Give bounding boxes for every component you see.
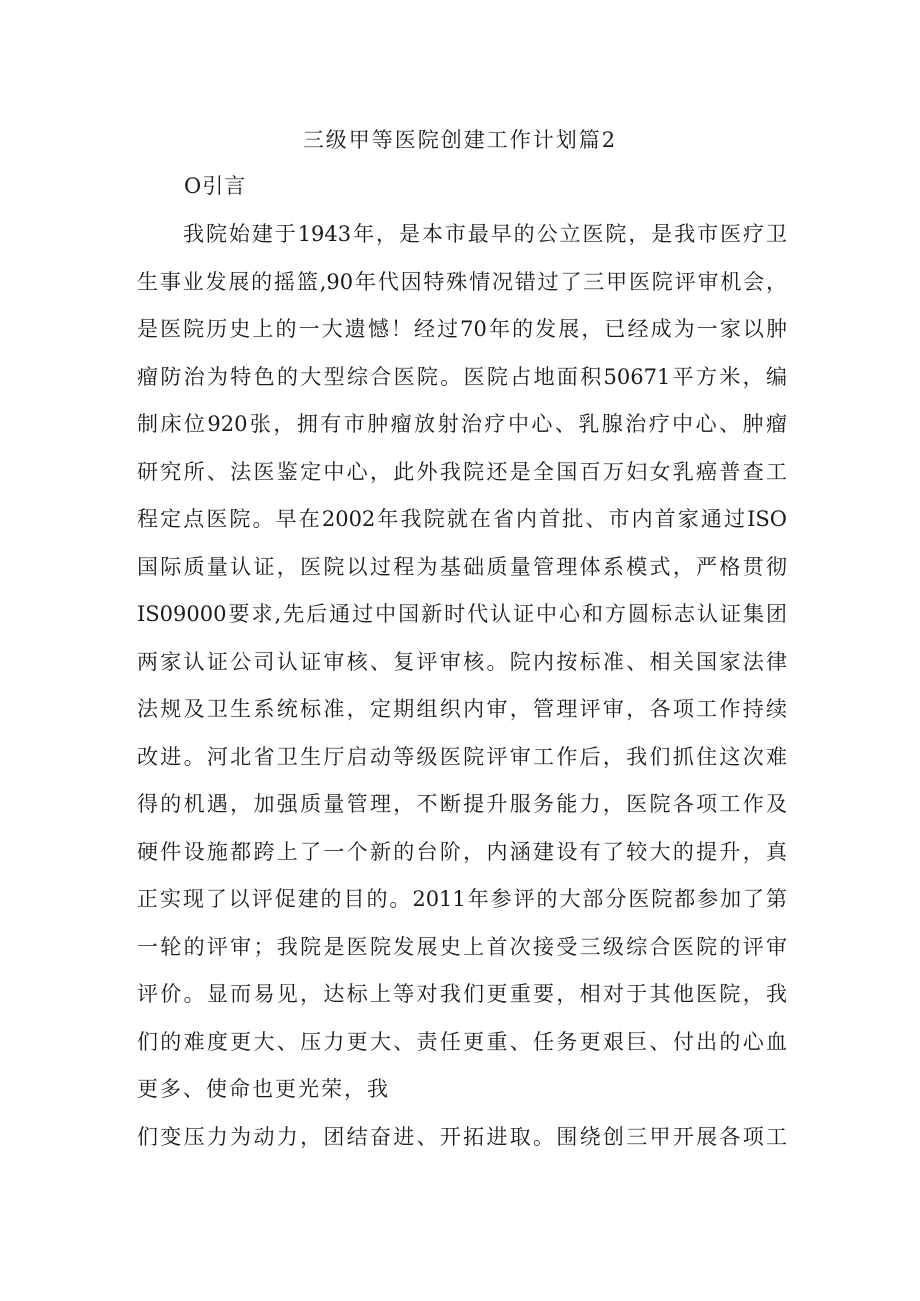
paragraph-line: 得的机遇，加强质量管理，不断提升服务能力，医院各项工作及 (137, 792, 787, 816)
section-heading: O引言 (184, 174, 247, 198)
paragraph-line: 一轮的评审；我院是医院发展史上首次接受三级综合医院的评审 (137, 934, 787, 959)
paragraph-line: 正实现了以评促建的目的。2011年参评的大部分医院都参加了第 (137, 887, 787, 911)
paragraph-line: 研究所、法医鉴定中心，此外我院还是全国百万妇女乳癌普查工 (137, 459, 787, 484)
paragraph-line: 瘤防治为特色的大型综合医院。医院占地面积50671平方米，编 (137, 364, 787, 389)
paragraph-line: 两家认证公司认证审核、复评审核。院内按标准、相关国家法律 (137, 649, 787, 674)
paragraph-line: 是医院历史上的一大遗憾！经过70年的发展，已经成为一家以肿 (137, 317, 787, 341)
paragraph-line: 评价。显而易见，达标上等对我们更重要，相对于其他医院，我 (137, 982, 787, 1006)
paragraph-line: 程定点医院。早在2002年我院就在省内首批、市内首家通过ISO (137, 507, 787, 531)
paragraph-line: 更多、使命也更光荣，我 (137, 1077, 390, 1101)
body-paragraph (137, 211, 787, 1161)
paragraph-line: 们的难度更大、压力更大、责任更重、任务更艰巨、付出的心血 (137, 1029, 787, 1054)
paragraph-line: 生事业发展的摇篮,90年代因特殊情况错过了三甲医院评审机会， (137, 269, 787, 294)
paragraph-line: 制床位920张，拥有市肿瘤放射治疗中心、乳腺治疗中心、肿瘤 (137, 412, 787, 436)
paragraph-line: IS09000要求,先后通过中国新时代认证中心和方圆标志认证集团 (137, 602, 787, 626)
paragraph-line: 国际质量认证，医院以过程为基础质量管理体系模式，严格贯彻 (137, 554, 787, 579)
paragraph-line: 法规及卫生系统标准，定期组织内审，管理评审，各项工作持续 (137, 697, 787, 721)
document-title: 三级甲等医院创建工作计划篇2 (302, 128, 618, 152)
paragraph-line: 硬件设施都跨上了一个新的台阶，内涵建设有了较大的提升，真 (137, 839, 787, 864)
paragraph-line: 改进。河北省卫生厅启动等级医院评审工作后，我们抓住这次难 (137, 744, 787, 769)
paragraph-line: 我院始建于1943年，是本市最早的公立医院，是我市医疗卫 (183, 222, 787, 246)
paragraph-line: 们变压力为动力，团结奋进、开拓进取。围绕创三甲开展各项工 (137, 1124, 787, 1149)
